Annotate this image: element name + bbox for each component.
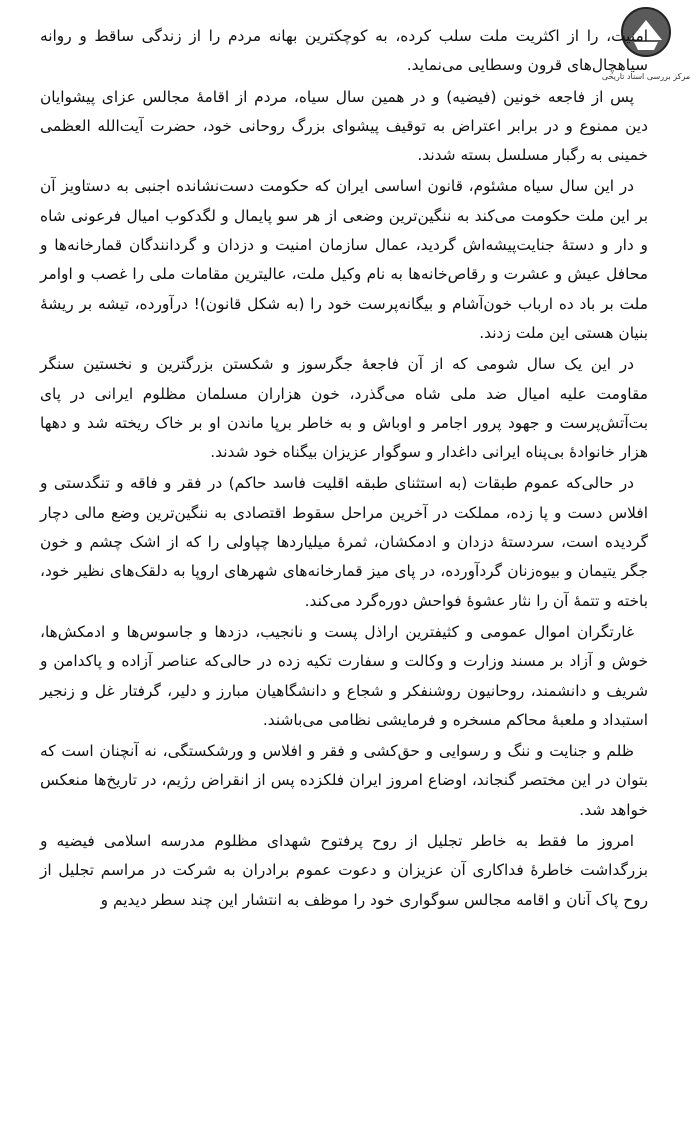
paragraph-8: امروز ما فقط به خاطر تجلیل از روح پرفتوح شهدای مظلوم مدرسه اسلامی فیضیه و بزرگداشت خاطرهٔ فداکاری آن عزیزان و دعوت عموم برادران به شرکت در مراسم تجلیل از روح پاک آنان و اقامه مجالس سوگواری خود را موظف به انتشار این چند سطر دیدیم و xyxy=(40,832,648,909)
archive-logo-caption: مرکز بررسی اسناد تاریخی xyxy=(601,72,691,81)
paragraph-7: ظلم و جنایت و ننگ و رسوایی و حق‌کشی و فقر و افلاس و ورشکستگی، نه آنچنان است که بتوان در این مختصر گنجاند، اوضاع امروز ایران فلکزده پس از انقراض رژیم، در تاریخ‌ها منعکس خواهد شد. xyxy=(40,742,648,819)
paragraph-5: در حالی‌که عموم طبقات (به استثنای طبقه اقلیت فاسد حاکم) در فقر و فاقه و تنگدستی و افلاس دست و پا زده، مملکت در آخرین مراحل سقوط اقتصادی به ننگین‌ترین وضع مالی دچار گردیده است، سردستهٔ دزدان و ادمکشان، ثمرهٔ میلیاردها چپاولی را که از اشک چشم و خون جگر یتیمان و بیوه‌زنان گردآورده، در پای میز قمارخانه‌های شهرهای اروپا به دلقک‌های نظیر خود، باخته و تتمهٔ آن را نثار عشوهٔ فواحش دوره‌گرد می‌کند. xyxy=(40,474,648,610)
paragraph-6: غارتگران اموال عمومی و کثیفترین اراذل پست و نانجیب، دزدها و جاسوس‌ها و ادمکش‌ها، خوش و آزاد بر مسند وزارت و وکالت و سفارت تکیه زده در حالی‌که عناصر آزاده و پاکدامن و شریف و دانشمند، روحانیون روشنفکر و شجاع و دانشگاهیان مبارز و دلیر، گرفتار غل و زنجیر استبداد و ملعبهٔ محاکم مسخره و فرمایشی نظامی می‌باشند. xyxy=(40,622,648,729)
paragraph-2: پس از فاجعه خونین (فیضیه) و در همین سال سیاه، مردم از اقامهٔ مجالس عزای پیشوایان دین ممنوع و در برابر اعتراض به توقیف پیشوای بزرگ روحانی خود، حضرت آیت‌الله العظمی خمینی به رگبار مسلسل بسته شدند. xyxy=(40,87,648,165)
paragraph-3: در این سال سیاه مشئوم، قانون اساسی ایران که حکومت دست‌نشانده اجنبی به دستاویز آن بر این ملت حکومت می‌کند به ننگین‌ترین وضعی از هر سو پایمال و لگدکوب امیال فرعونی شاه و دار و دستهٔ جنایت‌پیشه‌اش گردید، عمال سازمان امنیت و دزدان و گردانندگان قمارخانه‌ها و محافل عیش و عشرت و رقاص‌خانه‌ها به نام وکیل ملت، عالیترین مقامات ملی را غصب و اوامر ملت بر باد ده ارباب خون‌آشام و بیگانه‌پرست خود را (به شکل قانون)! درآورده، تیشه بر ریشهٔ بنیان هستی این ملت زدند. xyxy=(40,177,648,342)
document-body xyxy=(40,22,648,915)
paragraph-1: امنیت، را از اکثریت ملت سلب کرده، به کوچکترین بهانه مردم را از زندگی ساقط و روانه سیاهچال‌های قرون وسطایی می‌نماید. xyxy=(40,27,648,75)
paragraph-4: در این یک سال شومی که از آن فاجعهٔ جگرسوز و شکستن بزرگترین و نخستین سنگر مقاومت علیه امیال ضد ملی شاه می‌گذرد، خون هزاران مسلمان مظلوم ایرانی در پای بت‌آتش‌پرست و جهود پرور اجامر و اوباش و به خاطر برپا ماندن او بر خاک ریخته شد و دهها هزار خانوادهٔ بی‌پناه ایرانی داغدار و سوگوار عزیزان بیگناه خود شدند. xyxy=(40,355,648,462)
